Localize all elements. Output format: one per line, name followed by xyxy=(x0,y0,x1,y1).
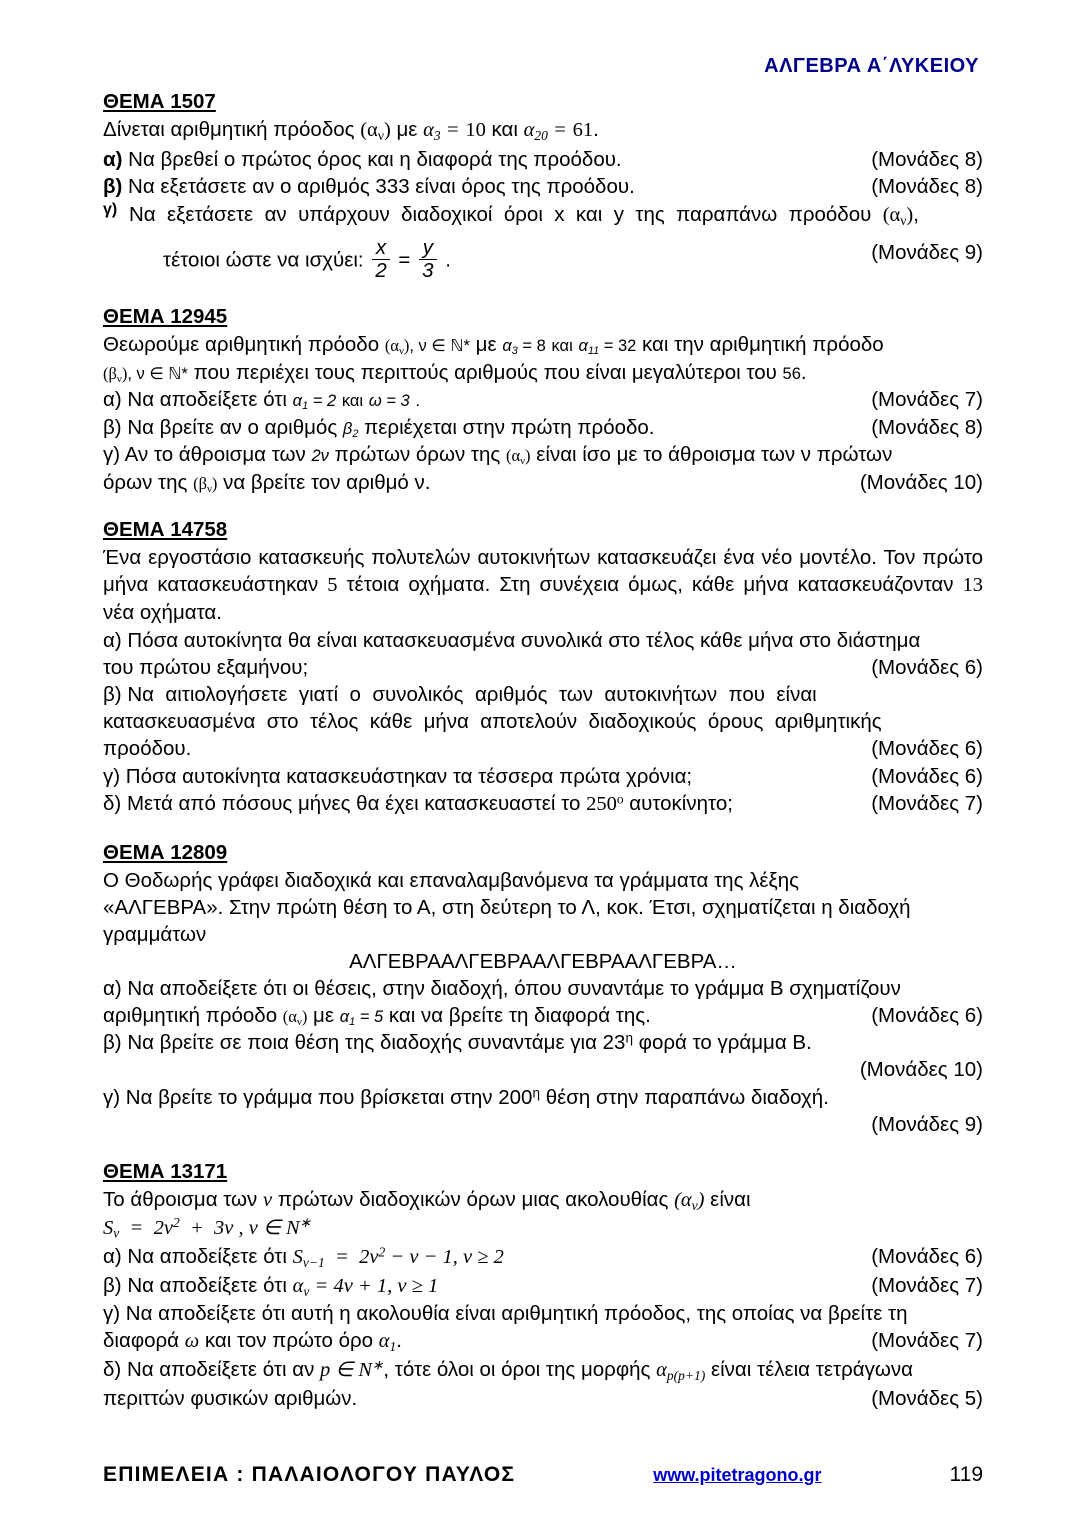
exercise-item-cont: διαφορά ω και τον πρώτο όρο $\alpha_1$. (Μονάδες 7) xyxy=(103,1329,983,1355)
item-marker: γ) xyxy=(103,443,121,467)
exercise-item: β) Να αιτιολογήσετε γιατί ο συνολικός αριθμός των αυτοκινήτων που είναι xyxy=(103,683,817,707)
item-marker: β) xyxy=(103,175,123,199)
exercise-item: γ) Να βρείτε το γράμμα που βρίσκεται στην $200^\eta$ θέση στην παραπάνω διαδοχή. xyxy=(103,1084,829,1109)
exercise-title: ΘΕΜΑ 12945 xyxy=(103,305,228,329)
intro-number: 56 xyxy=(782,364,801,383)
exercise-title: ΘΕΜΑ 1507 xyxy=(103,90,216,113)
exercise-item: γ) Αν το άθροισμα των 2ν πρώτων όρων της $(\alpha_\nu)$ είναι ίσο με το άθροισμα των ν πρώτων xyxy=(103,443,893,468)
item-text: όρων της xyxy=(103,470,188,494)
page-number: 119 xyxy=(949,1463,983,1486)
item-marker: γ) xyxy=(103,1085,121,1109)
item-marker: γ) xyxy=(103,764,121,788)
exercise-item-cont: αριθμητική πρόοδο $(\alpha_\nu)$ με $\alpha_1 = 5$ και να βρείτε τη διαφορά της. (Μονάδες 6) xyxy=(103,1003,983,1028)
exercise-item xyxy=(103,201,983,284)
item-text: Να εξετάσετε αν υπάρχουν διαδοχικοί όροι x και y της παραπάνω προόδου $(\alpha_\nu)$, xyxy=(129,202,919,228)
exercise-item-cont: κατασκευασμένα στο τέλος κάθε μήνα αποτελούν διαδοχικούς όρους αριθμητικής xyxy=(103,710,882,734)
fraction-y-3: $\frac{y}{3}$ xyxy=(419,237,436,281)
footer-website-link[interactable]: www.pitetragono.gr xyxy=(653,1465,822,1485)
exercise-paragraph: Ο Θοδωρής γράφει διαδοχικά και επαναλαμβανόμενα τα γράμματα της λέξης xyxy=(103,868,799,892)
item-points: (Μονάδες 7) xyxy=(871,1273,983,1297)
item-text-3: είναι ίσο με το άθροισμα των ν πρώτων xyxy=(536,443,893,467)
item-marker: α) xyxy=(103,628,122,652)
letter-sequence: ΑΛΓΕΒΡΑΑΛΓΕΒΡΑΑΛΓΕΒΡΑΑΛΓΕΒΡΑ… xyxy=(349,949,737,973)
exercise-block-14758 xyxy=(103,518,983,818)
intro-text: Θεωρούμε αριθμητική πρόοδο xyxy=(103,333,380,357)
exercise-title: ΘΕΜΑ 14758 xyxy=(103,518,228,542)
item-points: (Μονάδες 6) xyxy=(871,1003,983,1027)
equals-sign: = xyxy=(398,248,411,272)
exercise-item-cont: προόδου. (Μονάδες 6) xyxy=(103,735,983,762)
exercise-intro-line1: Θεωρούμε αριθμητική πρόοδο $(\alpha_\nu)$, ν ∈ ℕ* με $\alpha_3 = 8$ και $\alpha_{11} = 32$ και την αριθμητική πρόοδο xyxy=(103,333,884,358)
exercise-intro: Δίνεται αριθμητική πρόοδος $(\alpha_\nu)$ με $\alpha_3 = 10$ και $\alpha_{20} = 61$. xyxy=(103,118,599,143)
item-marker: γ) xyxy=(103,1302,121,1326)
item-points: (Μονάδες 8) xyxy=(871,415,983,439)
item-points: (Μονάδες 10) xyxy=(859,1058,983,1082)
item-points: (Μονάδες 6) xyxy=(871,655,983,679)
exercise-item: β) Να βρείτε σε ποια θέση της διαδοχής συναντάμε για $23^\eta$ φορά το γράμμα Β. xyxy=(103,1030,812,1055)
item-text: Να αποδείξετε ότι xyxy=(127,388,287,412)
item-points: (Μονάδες 6) xyxy=(871,737,983,761)
exercise-block-13171 xyxy=(103,1160,983,1413)
exercise-item: β) Να αποδείξετε ότι $\alpha_\nu = 4\nu + 1$, ν ≥ 1 (Μονάδες 7) xyxy=(103,1273,983,1299)
item-points: (Μονάδες 8) xyxy=(871,175,983,199)
item-marker: γ) xyxy=(103,200,118,218)
item-points: (Μονάδες 7) xyxy=(871,1329,983,1353)
item-points: (Μονάδες 9) xyxy=(871,241,983,265)
item-text: Να βρείτε αν ο αριθμός xyxy=(127,415,338,439)
exercise-item: δ) Να αποδείξετε ότι αν p ∈ N∗, τότε όλοι οι όροι της μορφής $\alpha_{p(p+1)}$ είναι τέλεια τετράγωνα xyxy=(103,1357,913,1384)
item-text: Αν το άθροισμα των xyxy=(124,443,306,467)
item-marker: δ) xyxy=(103,1358,122,1382)
exercise-item-cont: όρων της $(\beta_\nu)$ να βρείτε τον αριθμό ν. (Μονάδες 10) xyxy=(103,470,983,495)
item-marker: β) xyxy=(103,1031,122,1055)
exercise-item: β) Να βρείτε αν ο αριθμός $\beta_2$ περιέχεται στην πρώτη πρόοδο. (Μονάδες 8) xyxy=(103,415,983,440)
page-footer xyxy=(103,1463,983,1487)
fraction-x-2: $\frac{x}{2}$ xyxy=(372,237,389,281)
footer-editor: ΕΠΙΜΕΛΕΙΑ : ΠΑΛΑΙΟΛΟΓΟΥ ΠΑΥΛΟΣ xyxy=(103,1463,516,1486)
period: . xyxy=(445,248,451,272)
item-marker: δ) xyxy=(103,792,122,816)
exercise-item xyxy=(103,173,983,200)
exercise-item xyxy=(103,763,983,790)
item-marker: α) xyxy=(103,1244,122,1268)
exercise-paragraph-cont: «ΑΛΓΕΒΡΑ». Στην πρώτη θέση το Α, στη δεύτερη το Λ, κοκ. Έτσι, σχηματίζεται η διαδοχή xyxy=(103,895,911,919)
item-points: (Μονάδες 5) xyxy=(871,1387,983,1411)
item-text-2: τέτοιοι ώστε να ισχύει: xyxy=(163,248,364,272)
exercise-item: α) Πόσα αυτοκίνητα θα είναι κατασκευασμένα συνολικά στο τέλος κάθε μήνα στο διάστημα xyxy=(103,628,921,652)
exercise-item-cont: περιττών φυσικών αριθμών. (Μονάδες 5) xyxy=(103,1385,983,1412)
item-text: Να βρεθεί ο πρώτος όρος και η διαφορά της προόδου. xyxy=(128,147,622,171)
page-content xyxy=(103,55,983,1435)
exercise-item xyxy=(103,146,983,173)
exercise-intro: Το άθροισμα των ν πρώτων διαδοχικών όρων μιας ακολουθίας $(\alpha_\nu)$ είναι xyxy=(103,1187,751,1213)
exercise-block-1507 xyxy=(103,90,983,283)
item-points: (Μονάδες 8) xyxy=(871,147,983,171)
item-points: (Μονάδες 7) xyxy=(871,792,983,816)
exercise-item: γ) Να αποδείξετε ότι αυτή η ακολουθία είναι αριθμητική πρόοδος, της οποίας να βρείτε τη xyxy=(103,1302,908,1326)
item-marker: α) xyxy=(103,388,122,412)
exercise-paragraph-cont2: γραμμάτων xyxy=(103,922,207,946)
item-text: Πόσα αυτοκίνητα κατασκευάστηκαν τα τέσσερα πρώτα χρόνια; xyxy=(125,764,693,788)
item-points: (Μονάδες 7) xyxy=(871,388,983,412)
item-points: (Μονάδες 10) xyxy=(859,470,983,494)
item-points: (Μονάδες 6) xyxy=(871,1244,983,1268)
item-marker: β) xyxy=(103,415,122,439)
item-points: (Μονάδες 9) xyxy=(871,1112,983,1136)
exercise-item: α) Να αποδείξετε ότι οι θέσεις, στην διαδοχή, όπου συναντάμε το γράμμα Β σχηματίζουν xyxy=(103,976,901,1000)
item-marker: β) xyxy=(103,683,122,707)
exercise-formula: $S_\nu = 2\nu^2 + 3\nu$ , ν ∈ N∗ xyxy=(103,1215,311,1241)
intro-text-2: που περιέχει τους περιττούς αριθμούς που είναι μεγαλύτεροι του xyxy=(193,360,777,384)
item-marker: β) xyxy=(103,1273,122,1297)
item-text: Να εξετάσετε αν ο αριθμός 333 είναι όρος της προόδου. xyxy=(128,175,635,199)
exercise-item-cont: του πρώτου εξαμήνου; (Μονάδες 6) xyxy=(103,654,983,681)
item-marker: α) xyxy=(103,147,123,171)
exercise-title: ΘΕΜΑ 12809 xyxy=(103,840,228,864)
exercise-item: α) Να αποδείξετε ότι $S_{\nu-1} = 2\nu^2 - \nu - 1$, ν ≥ 2 (Μονάδες 6) xyxy=(103,1243,983,1270)
item-text-2: περιέχεται στην πρώτη πρόοδο. xyxy=(364,415,655,439)
item-points: (Μονάδες 6) xyxy=(871,764,983,788)
exercise-item: α) Να αποδείξετε ότι $\alpha_1 = 2$ και ω = 3 . (Μονάδες 7) xyxy=(103,388,983,413)
item-subline xyxy=(129,236,983,283)
item-text-2: πρώτων όρων της xyxy=(334,443,501,467)
exercise-paragraph: Ένα εργοστάσιο κατασκευής πολυτελών αυτοκινήτων κατασκευάζει ένα νέο μοντέλο. Τον πρώτο μήνα κατασκευάστηκαν 5 τέτοια οχήματα. Στη συνέχεια όμως, κάθε μήνα κατασκευάζονταν 13 νέα οχήματα. xyxy=(103,546,983,625)
document-header: ΑΛΓΕΒΡΑ Α΄ΛΥΚΕΙΟΥ xyxy=(764,55,979,77)
exercise-title: ΘΕΜΑ 13171 xyxy=(103,1159,228,1183)
exercise-intro-line2: $(\beta_\nu)$, ν ∈ ℕ* που περιέχει τους περιττούς αριθμούς που είναι μεγαλύτεροι του 56. xyxy=(103,360,807,385)
item-text-2: να βρείτε τον αριθμό ν. xyxy=(223,470,431,494)
exercise-block-12945 xyxy=(103,305,983,496)
exercise-item: δ) Μετά από πόσους μήνες θα έχει κατασκευαστεί το $250^o$ αυτοκίνητο; (Μονάδες 7) xyxy=(103,790,983,818)
item-marker: α) xyxy=(103,976,122,1000)
exercise-block-12809 xyxy=(103,841,983,1138)
